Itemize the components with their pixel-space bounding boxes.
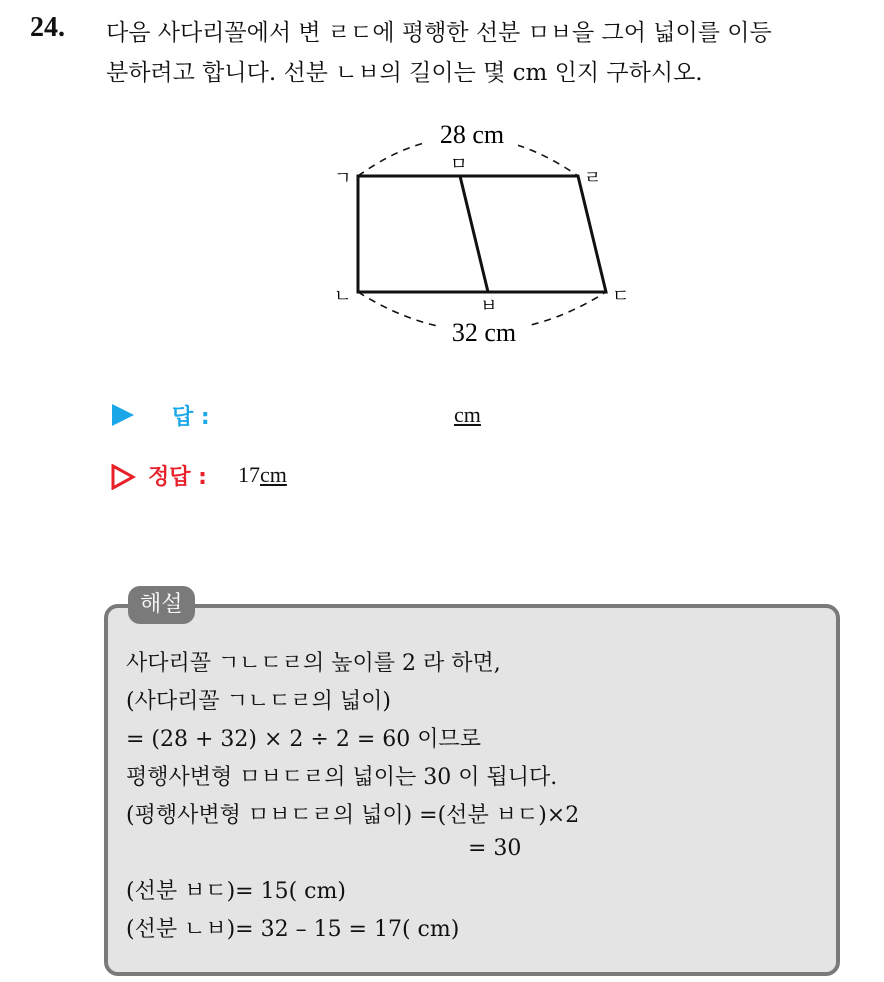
question-number: 24. [30, 12, 65, 43]
question-text-line-1: 다음 사다리꼴에서 변 ㄹㄷ에 평행한 선분 ㅁㅂ을 그어 넓이를 이등 [106, 20, 772, 46]
correct-answer-value: 17cm [238, 462, 287, 487]
solution-line: (선분 ㅂㄷ)= 15( cm) [126, 879, 346, 904]
top-length-label: 28 cm [439, 120, 505, 149]
answer-unit: cm [454, 402, 481, 427]
correct-answer-row [110, 460, 530, 494]
bottom-length-label: 32 cm [451, 318, 517, 347]
solution-line: (평행사변형 ㅁㅂㄷㄹ의 넓이) =(선분 ㅂㄷ)×2 [126, 803, 580, 828]
solution-tag: 해설 [128, 586, 195, 624]
answer-row [110, 400, 530, 434]
solution-line: (선분 ㄴㅂ)= 32 – 15 = 17( cm) [126, 917, 460, 942]
vertex-label-m: ㅁ [450, 154, 468, 175]
trapezoid-figure [0, 0, 884, 400]
solution-line: = (28 + 32) × 2 ÷ 2 = 60 이므로 [126, 727, 481, 752]
vertex-label-g: ㄱ [334, 168, 352, 189]
outline-triangle-icon [110, 464, 136, 490]
segment-mb [460, 176, 488, 292]
play-triangle-icon [112, 404, 134, 426]
solution-line: 평행사변형 ㅁㅂㄷㄹ의 넓이는 30 이 됩니다. [126, 765, 558, 790]
answer-label: 답 : [172, 405, 210, 430]
vertex-label-r: ㄹ [584, 168, 602, 189]
question-text-line-2: 분하려고 합니다. 선분 ㄴㅂ의 길이는 몇 cm 인지 구하시오. [106, 60, 703, 86]
trapezoid-outline [358, 176, 606, 292]
solution-line: 사다리꼴 ㄱㄴㄷㄹ의 높이를 2 라 하면, [126, 651, 501, 676]
solution-line: (사다리꼴 ㄱㄴㄷㄹ의 넓이) [126, 689, 391, 714]
vertex-label-b: ㅂ [480, 296, 498, 317]
vertex-label-d: ㄷ [612, 286, 630, 307]
vertex-label-n: ㄴ [334, 286, 352, 307]
correct-answer-label: 정답 : [148, 465, 207, 490]
solution-line: = 30 [468, 836, 522, 861]
